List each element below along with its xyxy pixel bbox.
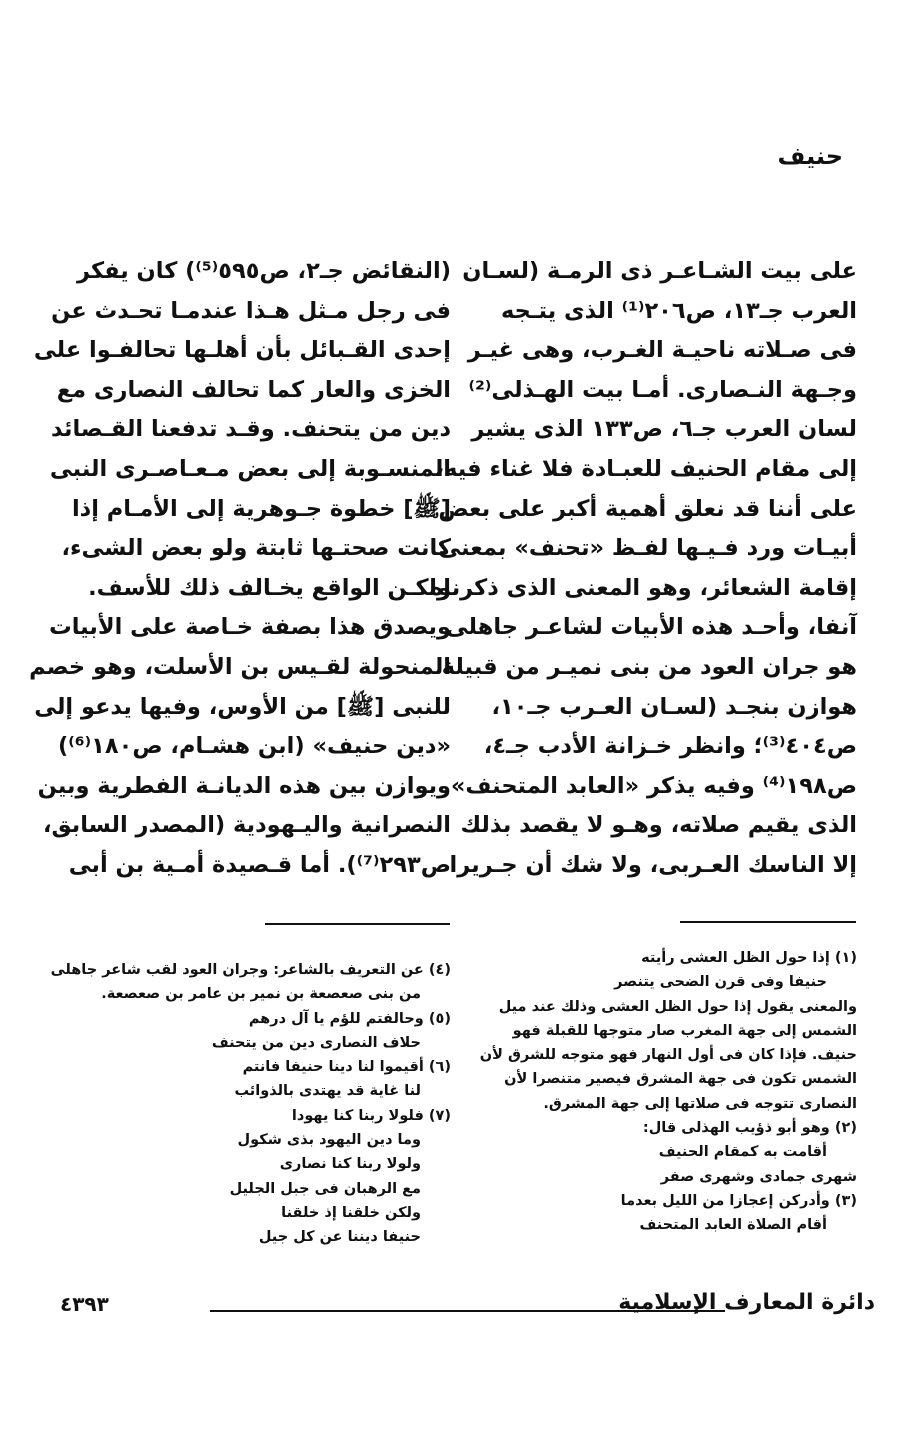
page-number: ٤٣٩٣: [60, 1292, 109, 1316]
footnote-line: الشمس تكون فى جهة المشرق فيصير متنصرا لأن: [504, 1071, 857, 1088]
body-text-line: ولكـن الواقع يخـالف ذلك للأسف.: [88, 574, 451, 601]
footnote-line: (٦) أقيموا لنا دينا حنيفا فانتم: [242, 1059, 451, 1076]
body-text-line: إلى مقام الحنيف للعبـادة فلا غناء فيه،: [435, 455, 857, 482]
body-text-line: هو جران العود من بنى نميـر من قبيلة: [441, 653, 857, 680]
body-text-line: أبيـات ورد فـيـها لفـظ «تحنف» بمعنى: [438, 535, 857, 562]
body-text-line: إلا الناسك العـربى، ولا شك أن جـريرا: [449, 851, 857, 878]
footnote-line: حنيفا ديننا عن كل جيل: [258, 1229, 421, 1246]
body-text-line: ويصدق هذا بصفة خـاصة على الأبيات: [49, 614, 451, 641]
footnote-line: الشمس إلى جهة المغرب صار متوجها للقبلة فهو: [512, 1022, 857, 1039]
footnote-line: ولكن خلقنا إذ خلقنا: [281, 1204, 421, 1221]
footnote-rule-left: [265, 923, 450, 925]
footnote-line: (٥) وحالفتم للؤم يا آل درهم: [248, 1010, 451, 1027]
body-text-line: كانت صحتـها ثابتة ولو بعض الشىء،: [61, 535, 451, 562]
body-text-line: النصرانية واليـهودية (المصدر السابق،: [42, 812, 451, 839]
body-text-line: المنحولة لقـيس بن الأسلت، وهو خصم: [29, 653, 451, 680]
footnote-line: النصارى تتوجه فى صلاتها إلى جهة المشرق.: [543, 1095, 857, 1112]
body-text-line: الذى يقيم صلاته، وهـو لا يقصد بذلك: [460, 812, 857, 839]
footnote-line: لنا غاية قد يهتدى بالذوائب: [234, 1083, 421, 1100]
body-text-line: للنبى [ﷺ] من الأوس، وفيها يدعو إلى: [34, 693, 451, 720]
body-text-line: هوازن بنجـد (لسـان العـرب جـ١٠،: [491, 693, 857, 720]
footnote-line: حلاف النصارى دين من يتحنف: [211, 1034, 421, 1051]
footnote-line: أقام الصلاة العابد المتحنف: [639, 1217, 827, 1234]
body-text-line: فى صـلاته ناحيـة الغـرب، وهى غيـر: [467, 337, 857, 364]
body-text-line: (النقائض جـ٢، ص٥٩٥⁽⁵⁾) كان يفكر: [77, 258, 451, 284]
body-text-line: الخزى والعار كما تحالف النصارى مع: [56, 376, 451, 403]
footnote-line: من بنى صعصعة بن نمير بن عامر بن صعصعة.: [101, 986, 421, 1003]
footnote-line: (٢) وهو أبو ذؤيب الهذلى قال:: [642, 1120, 857, 1137]
body-text-line: دين من يتحنف. وقـد تدفعنا القـصائد: [51, 416, 451, 443]
body-text-line: لسان العرب جـ٦، ص١٣٣ الذى يشير: [471, 416, 857, 443]
footnote-line: وما دين اليهود بذى شكول: [237, 1132, 421, 1149]
body-text-line: إقامة الشعائر، وهو المعنى الذى ذكرناه: [429, 574, 857, 601]
footer-title: دائرة المعارف الإسلامية: [618, 1290, 875, 1315]
footnote-line: شهرى جمادى وشهرى صفر: [660, 1168, 857, 1185]
body-text-line: ص٤٠٤⁽³⁾؛ وانظر خـزانة الأدب جـ٤،: [483, 733, 857, 760]
footnote-line: ولولا ربنا كنا نصارى: [279, 1156, 421, 1173]
text-column-right: [429, 252, 857, 886]
footnote-line: (٧) فلولا ربنا كنا يهودا: [291, 1107, 451, 1124]
footnote-line: والمعنى يقول إذا حول الظل العشى وذلك عند ميل: [498, 998, 857, 1015]
body-text-line: «دين حنيف» (ابن هشـام، ص١٨٠⁽⁶⁾): [58, 733, 451, 760]
footnote-line: مع الرهبان فى جبل الجليل: [229, 1180, 421, 1197]
body-text-line: ص٢٩٣⁽⁷⁾). أما قـصيدة أمـية بن أبى: [68, 851, 451, 878]
body-text-line: إحدى القـبائل بأن أهلـها تحالفـوا على: [33, 337, 451, 364]
body-text-line: ص١٩٨⁽⁴⁾ وفيه يذكر «العابد المتحنف»: [450, 772, 857, 799]
text-column-left: [29, 252, 451, 886]
footnote-line: (٣) وأدركن إعجازا من الليل بعدما: [620, 1192, 857, 1209]
body-text-line: على بيت الشـاعـر ذى الرمـة (لسـان: [462, 258, 857, 284]
footnote-line: (٤) عن التعريف بالشاعر: وجران العود لقب شاعر جاهلى: [50, 962, 451, 978]
body-text-line: فى رجل مـثل هـذا عندمـا تحـدث عن: [51, 297, 451, 324]
footnote-line: حنيف. فإذا كان فى أول النهار فهو متوجه للشرق لأن: [479, 1047, 857, 1064]
footer-rule: [210, 1310, 725, 1312]
body-text-line: آنفا، وأحـد هذه الأبيات لشاعـر جاهلى: [445, 614, 857, 641]
footnote-line: أقامت به كمقام الحنيف: [658, 1144, 827, 1161]
footnotes-left: [50, 958, 451, 1250]
body-text-line: [ﷺ] خطوة جـوهرية إلى الأمـام إذا: [71, 495, 451, 522]
body-text-line: ويوازن بين هذه الديانـة الفطرية وبين: [37, 772, 451, 799]
body-text-line: العرب جـ١٣، ص٢٠٦⁽¹⁾ الذى يتـجه: [500, 297, 857, 324]
footnote-rule-right: [680, 921, 856, 923]
page-footer: [60, 1290, 875, 1330]
footnote-line: (١) إذا حول الظل العشى رأيته: [641, 950, 857, 966]
body-text-line: وجـهة النـصارى. أمـا بيت الهـذلى⁽²⁾: [468, 376, 857, 403]
body-text-line: المنسـوبة إلى بعض مـعـاصـرى النبى: [49, 455, 451, 482]
footnote-line: حنيفا وفى قرن الضحى يتنصر: [614, 974, 827, 991]
running-header: حنيف: [777, 142, 843, 170]
footnotes-right: [479, 946, 857, 1238]
body-text-line: على أننا قد نعلق أهمية أكبر على بعض: [438, 495, 857, 522]
